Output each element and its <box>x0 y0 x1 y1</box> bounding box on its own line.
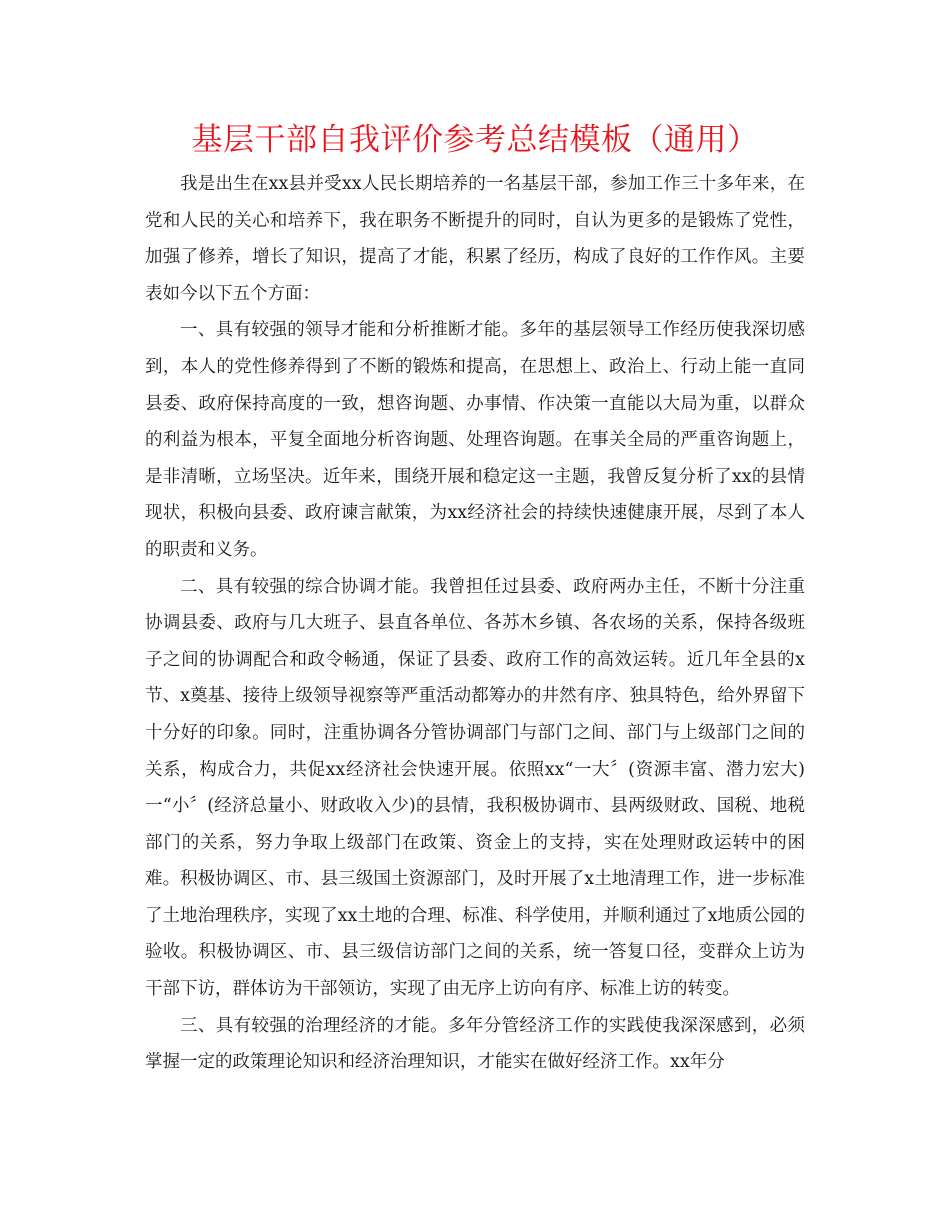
paragraph-coordination: 二、具有较强的综合协调才能。我曾担任过县委、政府两办主任，不断十分注重协调县委、政府与几大班子、县直各单位、各苏木乡镇、各农场的关系，保持各级班子之间的协调配合和政令畅通，保证了县委、政府工作的高效运转。近几年全县的x节、x奠基、接待上级领导视察等严重活动都筹办的井然有序、独具特色，给外界留下十分好的印象。同时，注重协调各分管协调部门与部门之间、部门与上级部门之间的关系，构成合力，共促xx经济社会快速开展。依照xx“一大〞(资源丰富、潜力宏大)一“小〞(经济总量小、财政收入少)的县情，我积极协调市、县两级财政、国税、地税部门的关系，努力争取上级部门在政策、资金上的支持，实在处理财政运转中的困难。积极协调区、市、县三级国土资源部门，及时开展了x土地清理工作，进一步标准了土地治理秩序，实现了xx土地的合理、标准、科学使用，并顺利通过了x地质公园的验收。积极协调区、市、县三级信访部门之间的关系，统一答复口径，变群众上访为干部下访，群体访为干部领访，实现了由无序上访向有序、标准上访的转变。 <box>145 576 805 1000</box>
document-body <box>145 166 805 1081</box>
document-title: 基层干部自我评价参考总结模板（通用） <box>191 122 759 158</box>
paragraph-economy: 三、具有较强的治理经济的才能。多年分管经济工作的实践使我深深感到，必须掌握一定的政策理论知识和经济治理知识，才能实在做好经济工作。xx年分 <box>145 1015 805 1073</box>
paragraph-leadership: 一、具有较强的领导才能和分析推断才能。多年的基层领导工作经历使我深切感到，本人的党性修养得到了不断的锻炼和提高，在思想上、政治上、行动上能一直同县委、政府保持高度的一致，想咨询题、办事情、作决策一直能以大局为重，以群众的利益为根本，平复全面地分析咨询题、处理咨询题。在事关全局的严重咨询题上，是非清晰，立场坚决。近年来，围绕开展和稳定这一主题，我曾反复分析了xx的县情现状，积极向县委、政府谏言献策，为xx经济社会的持续快速健康开展，尽到了本人的职责和义务。 <box>145 320 805 560</box>
paragraph-intro: 我是出生在xx县并受xx人民长期培养的一名基层干部，参加工作三十多年来，在党和人民的关心和培养下，我在职务不断提升的同时，自认为更多的是锻炼了党性，加强了修养，增长了知识，提高了才能，积累了经历，构成了良好的工作作风。主要表如今以下五个方面： <box>145 174 805 304</box>
